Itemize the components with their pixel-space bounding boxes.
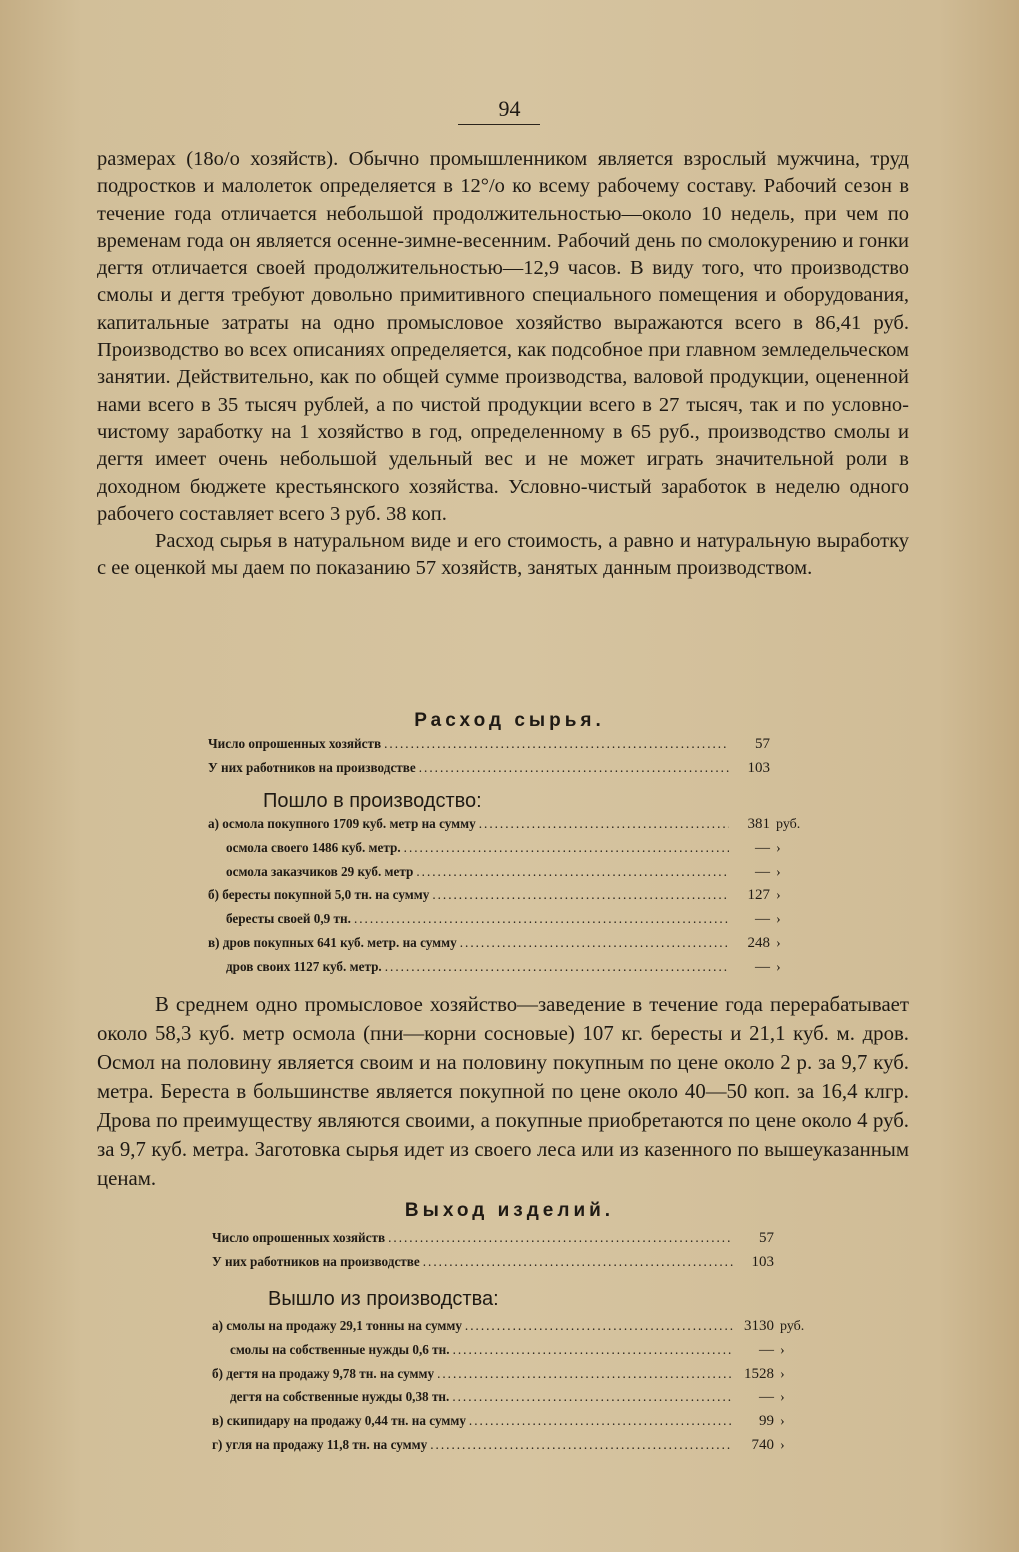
row-unit: руб. [780, 1319, 805, 1334]
row-value: 740 [751, 1436, 774, 1453]
row-label: Число опрошенных хозяйств [212, 1230, 386, 1245]
row-unit: › [780, 1390, 785, 1406]
row-value: — [755, 839, 770, 856]
row-unit: › [776, 840, 781, 856]
middle-text-block [97, 990, 909, 1193]
table-row [208, 864, 808, 888]
row-unit: › [776, 912, 781, 928]
table-row [212, 1230, 812, 1254]
row-unit: › [780, 1342, 785, 1358]
row-unit: › [780, 1437, 785, 1453]
subhead-came-out-of-production: Вышло из производства: [268, 1288, 499, 1310]
top-text-block [97, 146, 909, 583]
row-value: — [759, 1341, 774, 1358]
output-summary [212, 1230, 812, 1278]
row-value: 57 [755, 736, 770, 752]
row-label: Число опрошенных хозяйств [208, 736, 382, 751]
row-label: дров своих 1127 куб. метр. [226, 958, 382, 974]
row-unit: › [780, 1366, 785, 1382]
row-label: г) угля на продажу 11,8 тн. на сумму [212, 1436, 428, 1452]
paragraph-3: В среднем одно промысловое хозяйство—заведение в течение года перерабатывает около 58,3 куб. метр осмола (пни—корни сосновые) 107 кг. бересты и 21,1 куб. м. дров. Осмол на половину является своим и на половину покупным по цене около 2 р. за 9,7 куб. метра. Береста в большинстве является покупной по цене около 40—50 коп. за 16,4 клгр. Дрова по преимуществу являются своими, а покупные приобретаются по цене около 4 руб. за 9,7 куб. метра. Заготовка сырья идет из своего леса или из казенного по вышеуказанным ценам. [97, 993, 909, 1190]
row-value: 103 [751, 1253, 774, 1270]
row-label: а) смолы на продажу 29,1 тонны на сумму [212, 1318, 462, 1333]
subhead-went-into-production: Пошло в производство: [263, 790, 482, 812]
row-value: 248 [747, 934, 770, 951]
table-row [208, 816, 808, 840]
row-label: бересты своей 0,9 тн. [226, 911, 351, 927]
table-row [212, 1437, 812, 1461]
row-value: — [755, 911, 770, 928]
row-value: 127 [747, 887, 770, 904]
row-label: б) дегтя на продажу 9,78 тн. на сумму [212, 1365, 435, 1381]
row-label: У них работников на производстве [208, 759, 416, 775]
row-value: — [755, 958, 770, 975]
section-title-raw-materials: Расход сырья. [414, 710, 605, 731]
table-row [212, 1413, 812, 1437]
row-value: — [755, 863, 770, 880]
table-row [212, 1318, 812, 1342]
row-label: дегтя на собственные нужды 0,38 тн. [230, 1389, 450, 1405]
row-unit: › [776, 864, 781, 880]
row-label: осмола заказчиков 29 куб. метр [226, 863, 414, 879]
table-row [208, 959, 808, 983]
table-row [212, 1254, 812, 1278]
row-label: в) скипидару на продажу 0,44 тн. на сумму [212, 1413, 466, 1429]
table-row [208, 911, 808, 935]
table-row [208, 840, 808, 864]
raw-materials-summary [208, 736, 808, 784]
table-row [212, 1342, 812, 1366]
raw-materials-table [208, 816, 808, 983]
page-number: 94 [498, 96, 521, 121]
row-value: 99 [759, 1413, 774, 1430]
output-table [212, 1318, 812, 1461]
table-row [208, 887, 808, 911]
section-title-output: Выход изделий. [404, 1200, 615, 1221]
row-label: смолы на собственные нужды 0,6 тн. [230, 1341, 450, 1357]
table-row [212, 1366, 812, 1390]
row-unit: › [776, 888, 781, 904]
row-value: 381 [747, 816, 770, 832]
row-value: 3130 [744, 1318, 774, 1334]
row-label: а) осмола покупного 1709 куб. метр на сумму [208, 816, 476, 831]
row-unit: › [780, 1414, 785, 1430]
table-row [208, 935, 808, 959]
row-value: 1528 [744, 1365, 774, 1382]
row-value: 57 [759, 1230, 774, 1246]
page-number-rule [458, 124, 540, 125]
row-label: У них работников на производстве [212, 1253, 420, 1269]
row-label: б) бересты покупной 5,0 тн. на сумму [208, 887, 430, 903]
row-value: 103 [747, 759, 770, 776]
row-label: в) дров покупных 641 куб. метр. на сумму [208, 934, 457, 950]
table-row [208, 736, 808, 760]
paragraph-2: Расход сырья в натуральном виде и его стоимость, а равно и натуральную выработку с ее оценкой мы даем по показанию 57 хозяйств, занятых данным производством. [97, 530, 909, 580]
row-unit: › [776, 959, 781, 975]
row-value: — [759, 1389, 774, 1406]
row-unit: › [776, 935, 781, 951]
row-label: осмола своего 1486 куб. метр. [226, 839, 401, 855]
paragraph-1: размерах (18о/о хозяйств). Обычно промышленником является взрослый мужчина, труд подростков и малолеток определяется в 12°/о ко всему рабочему составу. Рабочий сезон в течение года отличается небольшой продолжительностью—около 10 недель, при чем по временам года он является осенне-зимне-весенним. Рабочий день по смолокурению и гонки дегтя отличается своей продолжительностью—12,9 часов. В виду того, что производство смолы и дегтя требуют довольно примитивного специального помещения и оборудования, капитальные затраты на одно промысловое хозяйство выражаются всего в 86,41 руб. Производство во всех описаниях определяется, как подсобное при главном земледельческом занятии. Действительно, как по общей сумме производства, валовой продукции, оцененной нами всего в 35 тысяч рублей, а по чистой продукции всего в 27 тысяч, так и по условно-чистому заработку на 1 хозяйство в год, определенному в 65 руб., производство смолы и дегтя имеет очень небольшой удельный вес и не может играть значительной роли в доходном бюджете крестьянского хозяйства. Условно-чистый заработок в неделю одного рабочего составляет всего 3 руб. 38 коп. [97, 148, 909, 525]
table-row [212, 1389, 812, 1413]
row-unit: руб. [776, 817, 801, 832]
table-row [208, 760, 808, 784]
